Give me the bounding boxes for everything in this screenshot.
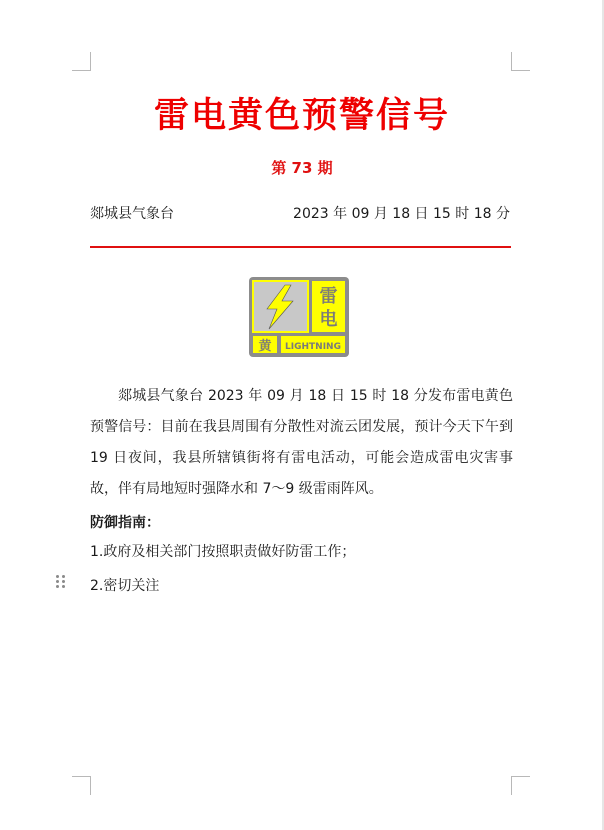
signal-label: LIGHTNING bbox=[285, 342, 341, 352]
document-title: 雷电黄色预警信号 bbox=[153, 96, 450, 136]
guidance-item: 1.政府及相关部门按照职责做好防雷工作； bbox=[90, 544, 356, 560]
header-divider bbox=[90, 246, 511, 248]
signal-char-3: 黄 bbox=[258, 339, 272, 354]
guidance-heading: 防御指南： bbox=[90, 515, 160, 531]
signal-char-1: 雷 bbox=[319, 286, 338, 307]
signal-char-2: 电 bbox=[319, 309, 338, 330]
crop-mark-top-right bbox=[511, 52, 530, 71]
crop-mark-top-left bbox=[72, 52, 91, 71]
drag-handle-icon[interactable] bbox=[56, 575, 66, 591]
crop-mark-bottom-left bbox=[72, 776, 91, 795]
issuer: 郯城县气象台 bbox=[90, 206, 174, 222]
warning-body: 郯城县气象台 2023 年 09 月 18 日 15 时 18 分发布雷电黄色预警信号：目前在我县周围有分散性对流云团发展，预计今天下午到 19 日夜间，我县所辖镇街将有雷电活动，可能会造成雷电灾害事故，伴有局地短时强降水和 7～9 级雷雨阵风。 bbox=[90, 388, 513, 497]
issue-datetime: 2023 年 09 月 18 日 15 时 18 分 bbox=[293, 206, 510, 222]
issue-number: 第 73 期 bbox=[271, 159, 333, 177]
guidance-item[interactable]: 2.密切关注 bbox=[90, 578, 160, 594]
lightning-yellow-signal-icon bbox=[249, 277, 349, 357]
crop-mark-bottom-right bbox=[511, 776, 530, 795]
